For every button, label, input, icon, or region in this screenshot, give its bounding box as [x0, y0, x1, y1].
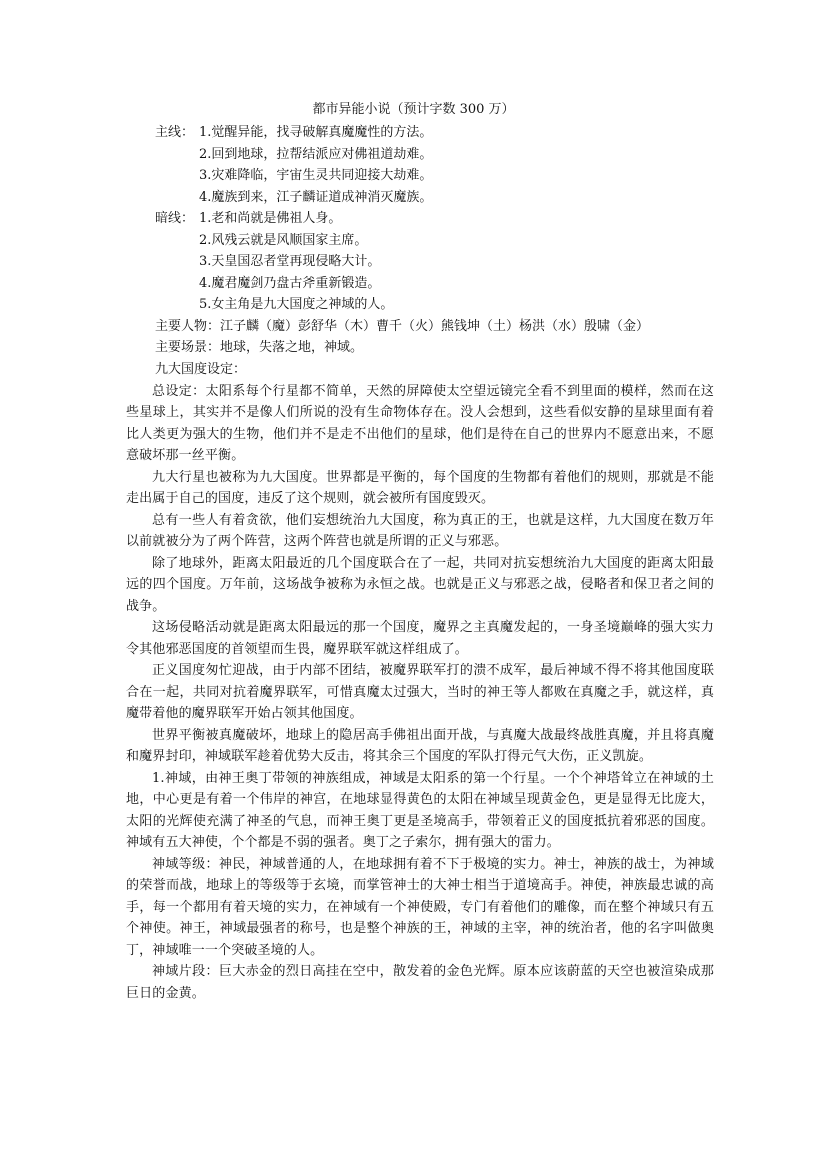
main-scenes: 主要场景：地球，失落之地，神域。	[155, 340, 364, 355]
outline-section	[155, 122, 715, 359]
paragraph: 除了地球外，距离太阳最近的几个国度联合在了一起，共同对抗妄想统治九大国度的距离太阳最远的四个国度。万年前，这场战争被称为永恒之战。也就是正义与邪恶之战，侵略者和保卫者之间的战争。	[126, 555, 714, 614]
paragraph: 神域片段：巨大赤金的烈日高挂在空中，散发着的金色光辉。原本应该蔚蓝的天空也被渲染成那巨日的金黄。	[126, 964, 714, 1001]
main-characters: 主要人物：江子麟（魔）彭舒华（木）曹千（火）熊钱坤（土）杨洪（水）殷啸（金）	[155, 318, 650, 334]
paragraph: 总设定：太阳系每个行星都不简单，天然的屏障使太空望远镜完全看不到里面的模样，然而在这些星球上，其实并不是像人们所说的没有生命物体存在。没人会想到，这些看似安静的星球里面有着比人类更为强大的生物，他们并不是走不出他们的星球，他们是待在自己的世界内不愿意出来，不愿意破坏那一丝平衡。	[126, 383, 714, 463]
paragraph: 正义国度匆忙迎战，由于内部不团结，被魔界联军打的溃不成军，最后神域不得不将其他国度联合在一起，共同对抗着魔界联军，可惜真魔太过强大，当时的神王等人都败在真魔之手，就这样，真魔带着他的魔界联军开始占领其他国度。	[126, 663, 714, 721]
hidden-line-item: 5.女主角是九大国度之神域的人。	[199, 297, 394, 312]
hidden-line-item: 4.魔君魔剑乃盘古斧重新锻造。	[199, 275, 381, 291]
main-line-item: 1.觉醒异能，找寻破解真魔魔性的方法。	[199, 125, 433, 140]
main-line-item: 4.魔族到来，江子麟证道成神消灭魔族。	[199, 189, 433, 205]
paragraph: 总有一些人有着贪欲，他们妄想统治九大国度，称为真正的王，也就是这样，九大国度在数万年以前就被分为了两个阵营，这两个阵营也就是所谓的正义与邪恶。	[126, 512, 714, 549]
main-line-item: 2.回到地球，拉帮结派应对佛祖道劫难。	[199, 146, 433, 162]
paragraph: 九大行星也被称为九大国度。世界都是平衡的，每个国度的生物都有着他们的规则，那就是不能走出属于自己的国度，违反了这个规则，就会被所有国度毁灭。	[126, 469, 714, 506]
setting-heading: 九大国度设定：	[155, 362, 247, 377]
paragraph: 1.神域，由神王奥丁带领的神族组成，神域是太阳系的第一个行星。一个个神塔耸立在神域的土地，中心更是有着一个伟岸的神宫，在地球显得黄色的太阳在神域呈现黄金色，更是显得无比庞大，太阳的光辉使充满了神圣的气息，而神王奥丁更是圣境高手，带领着正义的国度抵抗着邪恶的国度。神域有五大神使，个个都是不弱的强者。奥丁之子索尔，拥有强大的雷力。	[126, 770, 714, 850]
hidden-line-label: 暗线：	[155, 211, 195, 226]
hidden-line-item: 2.风残云就是风顺国家主席。	[199, 232, 368, 248]
main-line-item: 3.灾难降临，宇宙生灵共同迎接大劫难。	[199, 168, 433, 183]
main-line-label: 主线：	[155, 125, 195, 140]
paragraph: 这场侵略活动就是距离太阳最远的那一个国度，魔界之主真魔发起的，一身圣境巅峰的强大实力令其他邪恶国度的首领望而生畏，魔界联军就这样组成了。	[126, 620, 714, 657]
main-line-row	[155, 122, 715, 144]
setting-body	[126, 359, 714, 1004]
hidden-line-row	[155, 208, 715, 230]
document-title: 都市异能小说（预计字数 300 万）	[312, 102, 515, 117]
hidden-line-item: 3.天皇国忍者堂再现侵略大计。	[199, 254, 381, 269]
paragraph: 神域等级：神民，神域普通的人，在地球拥有着不下于极境的实力。神士，神族的战士，为神域的荣誉而战，地球上的等级等于玄境，而掌管神士的大神士相当于道境高手。神使，神族最忠诚的高手，每一个都用有着天境的实力，在神域有一个神使殿，专门有着他们的雕像，而在整个神域只有五个神使。神王，神域最强者的称号，也是整个神族的王，神域的主宰，神的统治者，他的名字叫做奥丁，神域唯一一个突破圣境的人。	[126, 856, 714, 958]
hidden-line-item: 1.老和尚就是佛祖人身。	[199, 211, 342, 226]
paragraph: 世界平衡被真魔破坏，地球上的隐居高手佛祖出面开战，与真魔大战最终战胜真魔，并且将真魔和魔界封印，神域联军趁着优势大反击，将其余三个国度的军队打得元气大伤，正义凯旋。	[126, 727, 714, 764]
